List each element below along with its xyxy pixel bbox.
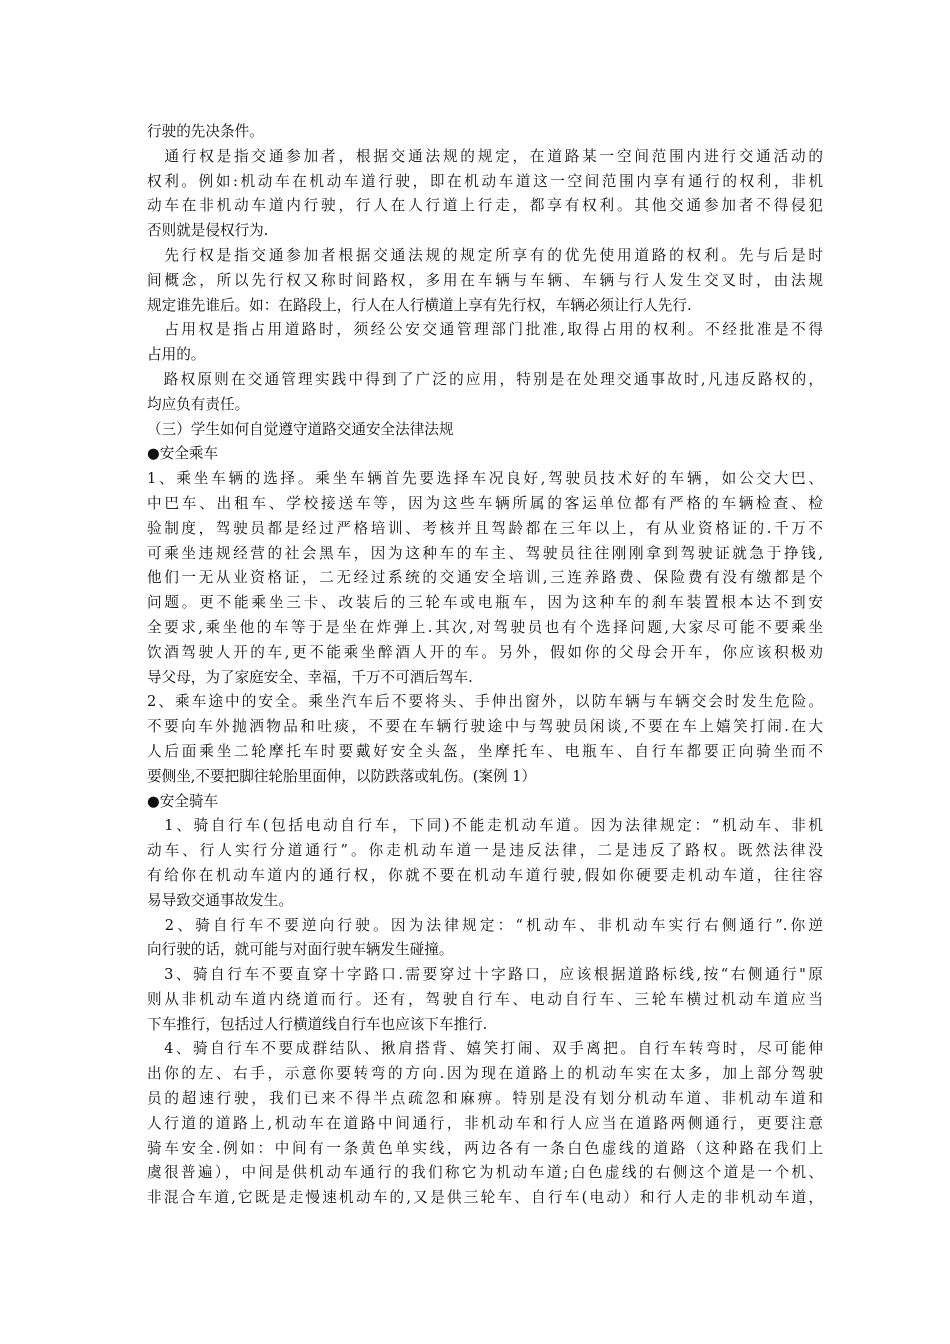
text-line: 先行权是指交通参加者根据交通法规的规定所享有的优先使用道路的权利。先与后是时 — [147, 246, 823, 264]
text-line: 人后面乘坐二轮摩托车时要戴好安全头盔，坐摩托车、电瓶车、自行车都要正向骑坐而不 — [147, 742, 823, 760]
text-line: 虞很普遍），中间是供机动车通行的我们称它为机动车道;白色虚线的右侧这个道是一个机、 — [147, 1164, 823, 1182]
text-line: 员的超速行驶，我们已来不得半点疏忽和麻痹。特别是没有划分机动车道、非机动车道和 — [147, 1090, 823, 1108]
text-line: ●安全骑车 — [147, 792, 219, 810]
text-line: 间概念，所以先行权又称时间路权，多用在车辆与车辆、车辆与行人发生交叉时，由法规 — [147, 271, 823, 289]
text-line: 有给你在机动车道内的通行权，你就不要在机动车道行驶,假如你硬要走机动车道，往往容 — [147, 866, 823, 884]
text-line: 行驶的先决条件。 — [147, 123, 264, 140]
text-line: ●安全乘车 — [147, 445, 219, 463]
text-line: 4、骑自行车不要成群结队、揪肩搭背、嬉笑打闹、双手离把。自行车转弯时，尽可能伸 — [147, 1040, 823, 1058]
text-line: 出你的左、右手，示意你要转弯的方向.因为现在道路上的机动车实在太多，加上部分驾驶 — [147, 1065, 823, 1083]
text-line: 动车、行人实行分道通行”。你走机动车道一是违反法律，二是违反了路权。既然法律没 — [147, 842, 823, 860]
text-line: 否则就是侵权行为. — [147, 222, 269, 240]
text-line: 2、骑自行车不要逆向行驶。因为法律规定：“机动车、非机动车实行右侧通行”.你逆 — [147, 916, 823, 934]
text-line: 问题。更不能乘坐三卡、改装后的三轮车或电瓶车，因为这种车的刹车装置根本达不到安 — [147, 594, 823, 612]
text-line: 易导致交通事故发生。 — [147, 891, 293, 909]
text-line: 权利。例如:机动车在机动车道行驶，即在机动车道这一空间范围内享有通行的权利，非机 — [147, 172, 823, 190]
text-line: 1、乘坐车辆的选择。乘坐车辆首先要选择车况良好,驾驶员技术好的车辆，如公交大巴、 — [147, 470, 823, 488]
text-line: 动车在非机动车道内行驶，行人在人行道上行走，都享有权利。其他交通参加者不得侵犯 — [147, 197, 823, 215]
text-line: 导父母，为了家庭安全、幸福，千万不可酒后驾车. — [147, 668, 473, 686]
text-line: 占用权是指占用道路时，须经公安交通管理部门批准,取得占用的权利。不经批准是不得 — [147, 321, 823, 339]
text-line: 中巴车、出租车、学校接送车等，因为这些车辆所属的客运单位都有严格的车辆检查、检 — [147, 494, 823, 512]
text-line: 他们一无从业资格证，二无经过系统的交通安全培训,三连养路费、保险费有没有缴都是个 — [147, 569, 823, 587]
text-line: 2、乘车途中的安全。乘坐汽车后不要将头、手伸出窗外，以防车辆与车辆交会时发生危险。 — [147, 693, 823, 711]
text-line: 骑车安全.例如：中间有一条黄色单实线，两边各有一条白色虚线的道路（这种路在我们上 — [147, 1139, 823, 1157]
text-line: 非混合车道,它既是走慢速机动车的,又是供三轮车、自行车(电动）和行人走的非机动车道， — [147, 1189, 823, 1207]
text-line: 均应负有责任。 — [147, 395, 250, 413]
text-line: 下车推行，包括过人行横道线自行车也应该下车推行. — [147, 1015, 488, 1033]
text-line: 路权原则在交通管理实践中得到了广泛的应用，特别是在处理交通事故时,凡违反路权的， — [147, 370, 823, 388]
document-body — [147, 120, 823, 1211]
text-line: 占用的。 — [147, 346, 206, 364]
text-line: 验制度，驾驶员都是经过严格培训、考核并且驾龄都在三年以上，有从业资格证的.千万不 — [147, 519, 823, 537]
text-line: 规定谁先谁后。如：在路段上，行人在人行横道上享有先行权，车辆必须让行人先行. — [147, 296, 692, 314]
text-line: 不要向车外抛洒物品和吐痰，不要在车辆行驶途中与驾驶员闲谈,不要在车上嬉笑打闹.在大 — [147, 718, 823, 736]
text-line: 饮酒驾驶人开的车,更不能乘坐醉酒人开的车。另外，假如你的父母会开车，你应该积极劝 — [147, 643, 823, 661]
text-line: 全要求,乘坐他的车等于是坐在炸弹上.其次,对驾驶员也有个选择问题,大家尽可能不要乘坐 — [147, 618, 823, 636]
text-line: 可乘坐违规经营的社会黑车，因为这种车的车主、驾驶员往往刚刚拿到驾驶证就急于挣钱, — [147, 544, 823, 562]
text-line: （三）学生如何自觉遵守道路交通安全法律法规 — [147, 420, 454, 438]
text-line: 则从非机动车道内绕道而行。还有，驾驶自行车、电动自行车、三轮车横过机动车道应当 — [147, 990, 823, 1008]
text-line: 1、骑自行车(包括电动自行车，下同)不能走机动车道。因为法律规定：“机动车、非机 — [147, 817, 823, 835]
text-line: 人行道的道路上,机动车在道路中间通行，非机动车和行人应当在道路两侧通行，更要注意 — [147, 1114, 823, 1132]
text-line: 向行驶的话，就可能与对面行驶车辆发生碰撞。 — [147, 941, 454, 959]
text-line: 3、骑自行车不要直穿十字路口.需要穿过十字路口，应该根据道路标线,按“右侧通行"原 — [147, 966, 823, 984]
text-line: 要侧坐,不要把脚往轮胎里面伸，以防跌落或轧伤。(案例 1） — [147, 767, 537, 785]
text-line: 通行权是指交通参加者，根据交通法规的规定，在道路某一空间范围内进行交通活动的 — [147, 147, 823, 165]
